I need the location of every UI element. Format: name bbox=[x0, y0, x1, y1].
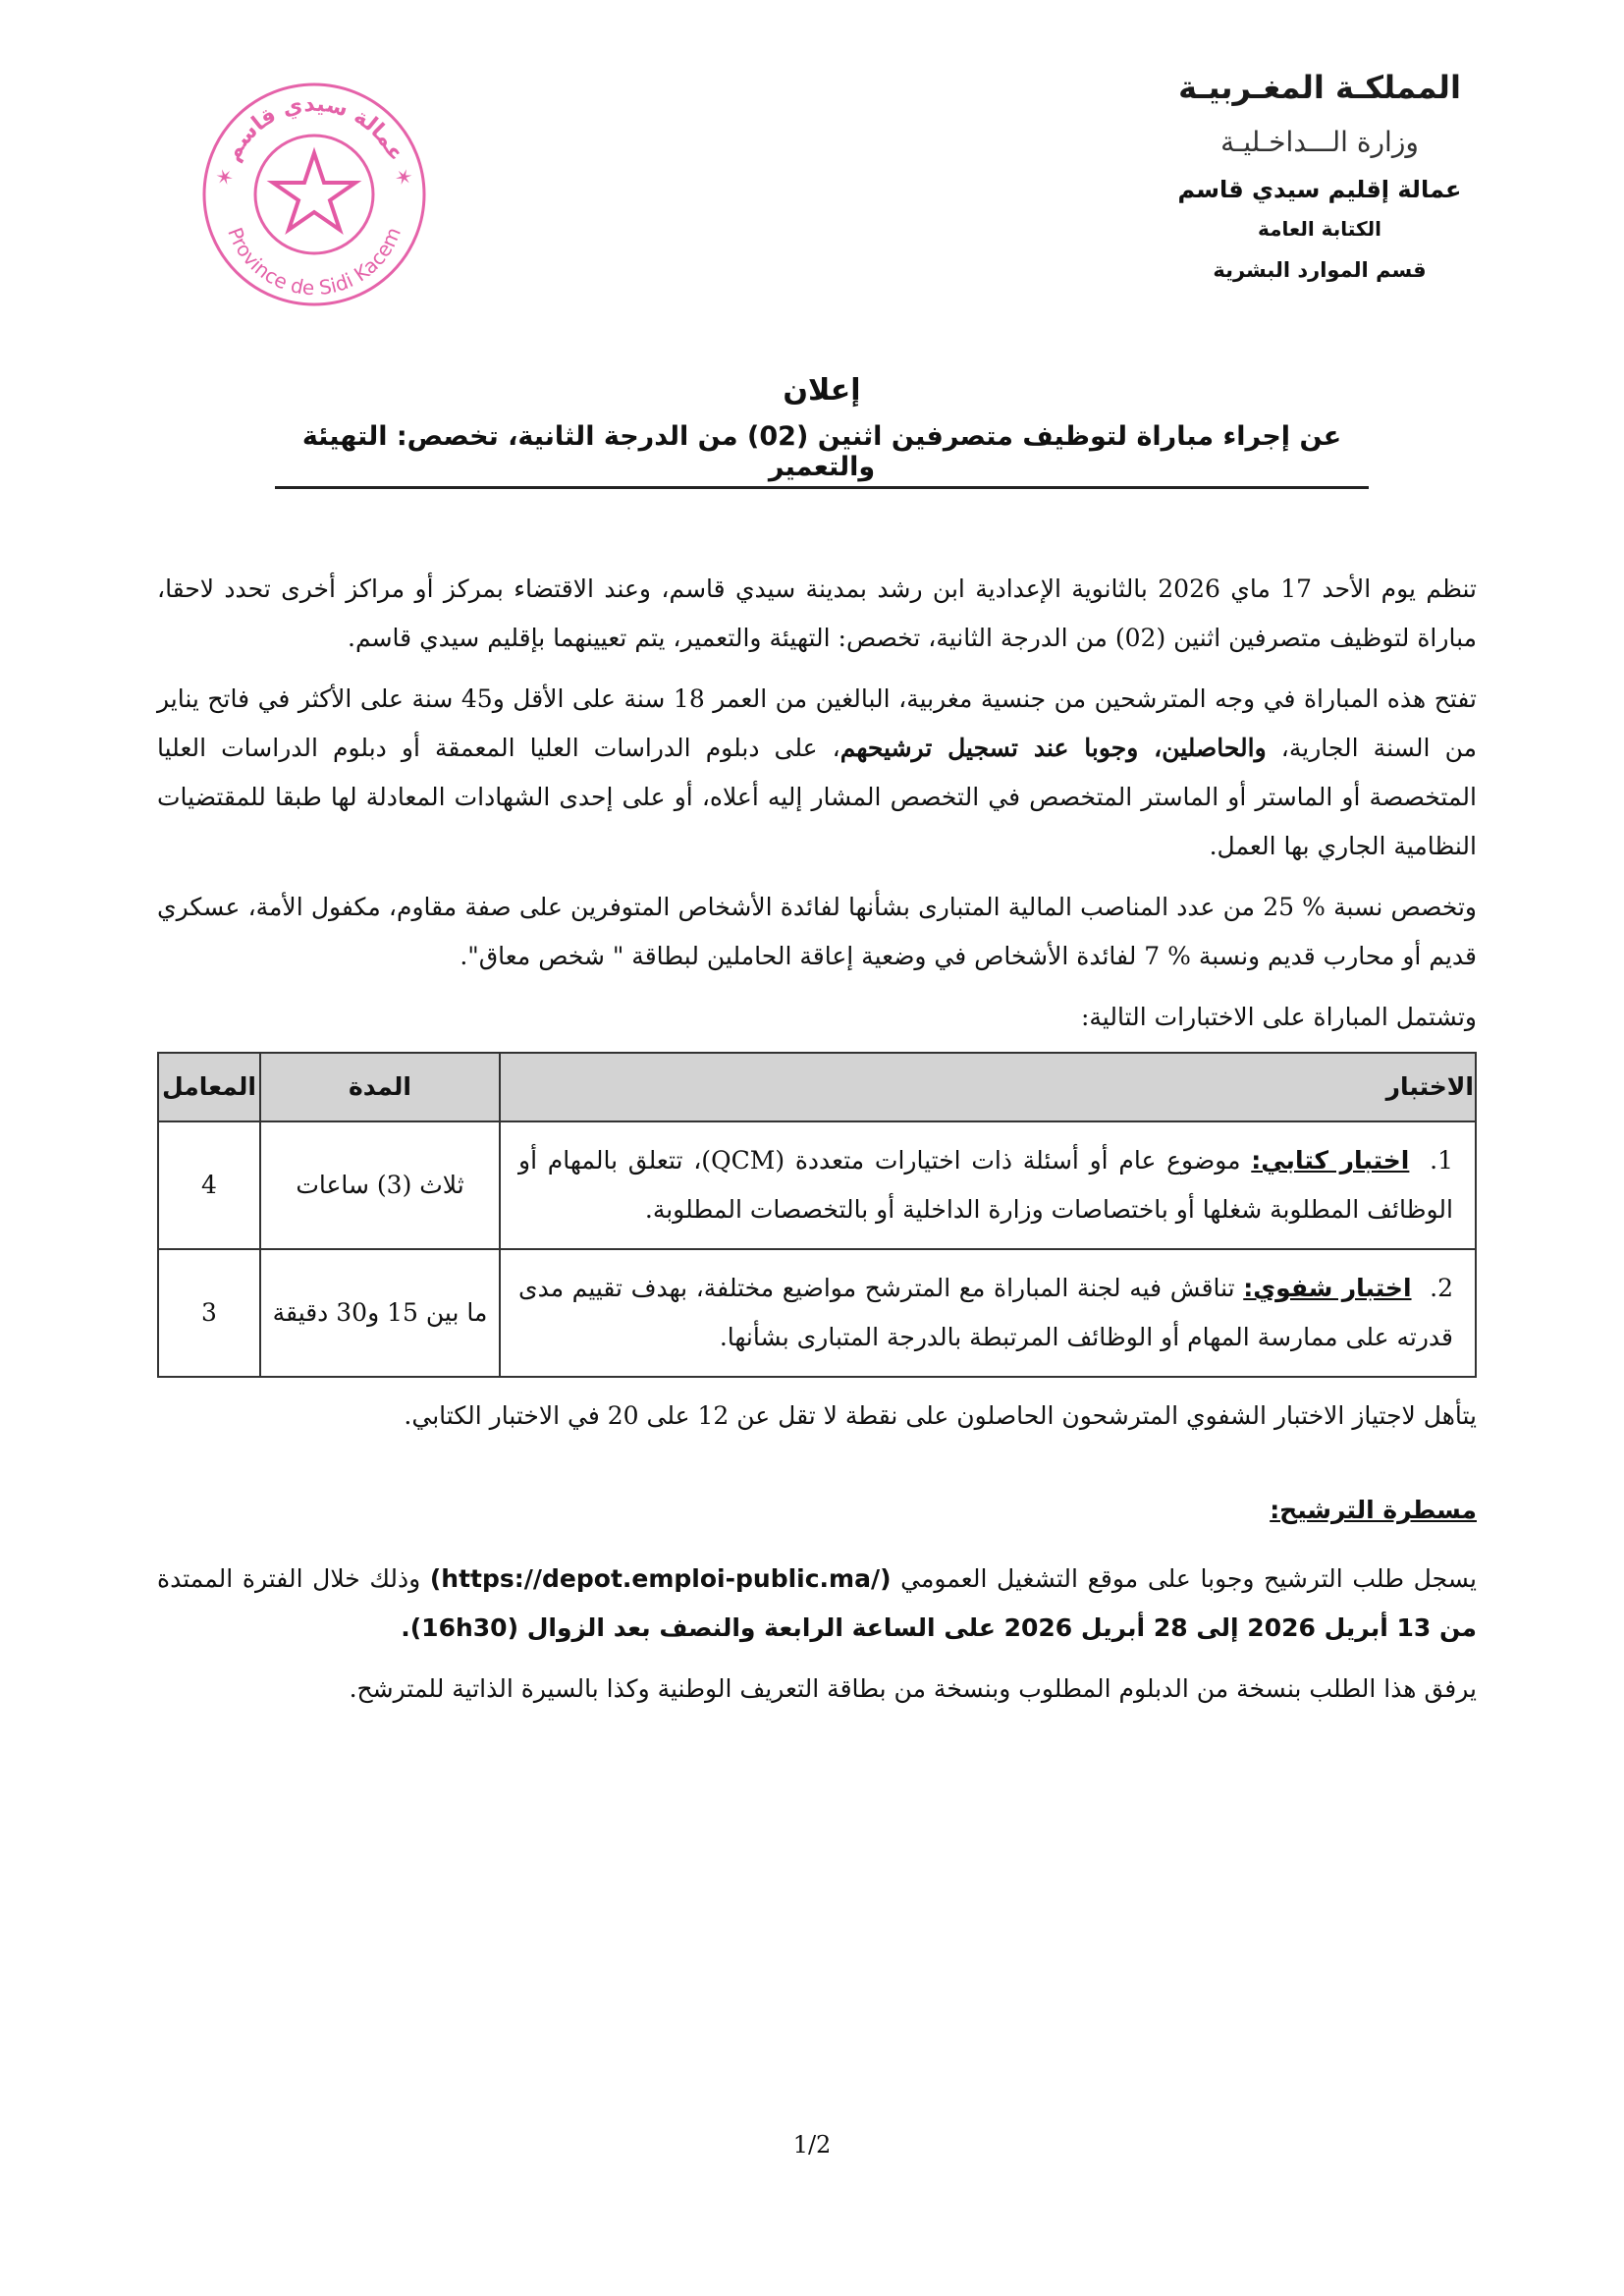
announcement-body bbox=[157, 565, 1477, 1725]
svg-text:✶ عمالة سيدي قاسم ✶ bbox=[212, 92, 416, 189]
paragraph-eligibility bbox=[157, 675, 1477, 871]
test-number: 1. bbox=[1430, 1146, 1453, 1175]
announcement-heading: إعلان bbox=[783, 373, 861, 408]
eligibility-text-2: ، على دبلوم الدراسات العليا المعمقة أو دبلوم الدراسات العليا المتخصصة أو الماستر أو الماستر المتخصص في التخصص المشار إليه أعلاه، أو على إحدى الشهادات المعادلة لها طبقا للمقتضيات النظامية الجاري بها العمل. bbox=[157, 734, 1477, 860]
table-row bbox=[158, 1121, 1476, 1249]
test-cell bbox=[500, 1121, 1476, 1249]
paragraph-date-location: تنظم يوم الأحد 17 ماي 2026 بالثانوية الإعدادية ابن رشد بمدينة سيدي قاسم، وعند الاقتضاء بمركز أو مراكز أخرى تحدد لاحقا، مباراة لتوظيف متصرفين اثنين (02) من الدرجة الثانية، تخصص: التهيئة والتعمير، يتم تعيينهما بإقليم سيدي قاسم. bbox=[157, 574, 1477, 652]
header-test: الاختبار bbox=[500, 1053, 1476, 1121]
prefecture-name: عمالة إقليم سيدي قاسم bbox=[1177, 176, 1462, 203]
secretariat-name: الكتابة العامة bbox=[1258, 217, 1381, 241]
ministry-name: وزارة الـــداخـليـة bbox=[1220, 126, 1419, 158]
test-number: 2. bbox=[1430, 1274, 1453, 1302]
announcement-title-block bbox=[275, 373, 1369, 489]
procedure-registration bbox=[157, 1555, 1477, 1653]
page-number: 1/2 bbox=[792, 2131, 832, 2159]
duration-cell: ثلاث (3) ساعات bbox=[260, 1121, 500, 1249]
announcement-subject: عن إجراء مباراة لتوظيف متصرفين اثنين (02) من الدرجة الثانية، تخصص: التهيئة والتعمير bbox=[275, 421, 1369, 489]
kingdom-name: المملكـة المغـربيـة bbox=[1178, 69, 1461, 106]
tests-table-header-row bbox=[158, 1053, 1476, 1121]
paragraph-tests-intro: وتشتمل المباراة على الاختبارات التالية: bbox=[1080, 1003, 1477, 1031]
oral-exam-condition: يتأهل لاجتياز الاختبار الشفوي المترشحون الحاصلون على نقطة لا تقل عن 12 على 20 في الاختبار الكتابي. bbox=[404, 1401, 1477, 1430]
division-name: قسم الموارد البشرية bbox=[1213, 258, 1427, 282]
coefficient-cell: 3 bbox=[158, 1249, 260, 1377]
tests-table bbox=[157, 1052, 1477, 1378]
test-cell bbox=[500, 1249, 1476, 1377]
stamp-french-text: Province de Sidi Kacem bbox=[223, 223, 406, 301]
procedure-text-1: يسجل طلب الترشيح وجوبا على موقع التشغيل العمومي bbox=[891, 1564, 1478, 1593]
test-name: اختبار شفوي: bbox=[1243, 1274, 1412, 1302]
eligibility-text-1: تفتح هذه المباراة في وجه المترشحين من جنسية مغربية، البالغين من العمر 18 سنة على الأقل و45 سنة على الأكثر في فاتح يناير من السنة الجارية، bbox=[157, 684, 1477, 762]
svg-text:Province de Sidi Kacem bbox=[223, 224, 406, 300]
star-icon bbox=[273, 153, 355, 230]
test-description: تناقش فيه لجنة المباراة مع المترشح مواضيع مختلفة، بهدف تقييم مدى قدرته على ممارسة المهام أو الوظائف المرتبطة بالدرجة المتبارى بشأنها. bbox=[518, 1274, 1453, 1351]
test-description: موضوع عام أو أسئلة ذات اختيارات متعددة (QCM)، تتعلق بالمهام أو الوظائف المطلوبة شغلها أو باختصاصات وزارة الداخلية أو بالتخصصات المطلوبة. bbox=[518, 1146, 1453, 1224]
procedure-text-2: وذلك خلال الفترة الممتدة bbox=[157, 1564, 430, 1593]
registration-link[interactable]: (https://depot.emploi-public.ma/) bbox=[429, 1564, 892, 1593]
paragraph-quotas: وتخصص نسبة % 25 من عدد المناصب المالية المتبارى بشأنها لفائدة الأشخاص المتوفرين على صفة مقاوم، مكفول الأمة، عسكري قديم أو محارب قديم ونسبة % 7 لفائدة الأشخاص في وضعية إعاقة الحاملين لبطاقة " شخص معاق". bbox=[157, 893, 1477, 970]
test-name: اختبار كتابي: bbox=[1251, 1146, 1410, 1175]
letterhead bbox=[1153, 69, 1487, 282]
official-stamp bbox=[196, 77, 432, 312]
table-row bbox=[158, 1249, 1476, 1377]
eligibility-bold: والحاصلين، وجوبا عند تسجيل ترشيحهم bbox=[839, 734, 1267, 762]
registration-dates: من 13 أبريل 2026 إلى 28 أبريل 2026 على الساعة الرابعة والنصف بعد الزوال (16h30). bbox=[401, 1613, 1477, 1642]
procedure-attachments: يرفق هذا الطلب بنسخة من الدبلوم المطلوب وبنسخة من بطاقة التعريف الوطنية وكذا بالسيرة الذاتية للمترشح. bbox=[349, 1674, 1477, 1703]
duration-cell: ما بين 15 و30 دقيقة bbox=[260, 1249, 500, 1377]
stamp-arabic-text: ✶ عمالة سيدي قاسم ✶ bbox=[212, 91, 416, 189]
header-duration: المدة bbox=[260, 1053, 500, 1121]
header-coefficient: المعامل bbox=[158, 1053, 260, 1121]
coefficient-cell: 4 bbox=[158, 1121, 260, 1249]
procedure-title: مسطرة الترشيح: bbox=[1270, 1496, 1477, 1524]
